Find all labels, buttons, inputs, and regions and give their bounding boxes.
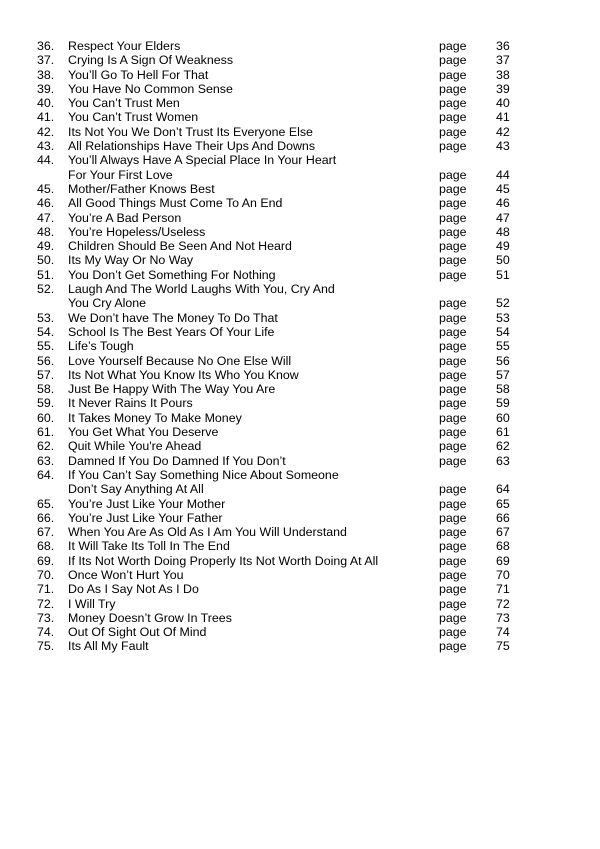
page-number: 40 (496, 96, 510, 111)
entry-number: 36. (37, 39, 55, 53)
entry-number: 45. (37, 181, 55, 196)
toc-entry-line (0, 411, 600, 425)
entry-title: You Can’t Trust Women (68, 110, 199, 125)
page-number: 69 (496, 553, 510, 568)
page-number: 72 (496, 596, 510, 611)
page-label: page (439, 96, 467, 111)
page-label: page (439, 582, 467, 597)
toc-entry (0, 425, 600, 439)
toc-entry-line (0, 125, 600, 139)
entry-title: You’ll Always Have A Special Place In Your Heart (68, 153, 337, 168)
page-label: page (439, 324, 467, 339)
toc-entry (0, 125, 600, 139)
entry-number: 73. (37, 610, 55, 625)
toc-entry (0, 396, 600, 410)
toc-entry (0, 354, 600, 368)
entry-title: You Cry Alone (68, 296, 147, 311)
page-label: page (439, 139, 467, 154)
entry-title: Don’t Say Anything At All (68, 482, 204, 497)
entry-number: 39. (37, 81, 55, 96)
toc-entry-line (0, 296, 600, 310)
page-label: page (439, 553, 467, 568)
page-number: 59 (496, 396, 510, 411)
toc-entry (0, 96, 600, 110)
page-label: page (439, 482, 467, 497)
page-number: 74 (496, 625, 510, 640)
entry-title: You Get What You Deserve (68, 425, 219, 440)
page-label: page (439, 567, 467, 582)
page-number: 68 (496, 539, 510, 554)
entry-number: 46. (37, 196, 55, 211)
page-number: 50 (496, 253, 510, 268)
toc-entry-line (0, 196, 600, 210)
entry-number: 60. (37, 410, 55, 425)
entry-number: 44. (37, 153, 55, 168)
page-number: 54 (496, 324, 510, 339)
entry-title: Children Should Be Seen And Not Heard (68, 239, 292, 254)
page-number: 66 (496, 510, 510, 525)
toc-entry-line (0, 110, 600, 124)
toc-entry (0, 211, 600, 225)
page-label: page (439, 439, 467, 454)
toc-entry-line (0, 268, 600, 282)
toc-entry (0, 382, 600, 396)
toc-entry (0, 53, 600, 67)
toc-entry-line (0, 311, 600, 325)
toc-entry (0, 525, 600, 539)
toc-entry-line (0, 468, 600, 482)
page-number: 47 (496, 210, 510, 225)
toc-entry-line (0, 53, 600, 67)
entry-number: 51. (37, 267, 55, 282)
toc-entry (0, 82, 600, 96)
page-number: 65 (496, 496, 510, 511)
toc-entry (0, 539, 600, 553)
toc-entry (0, 196, 600, 210)
page-label: page (439, 239, 467, 254)
entry-number: 71. (37, 582, 55, 597)
toc-entry (0, 639, 600, 653)
entry-title: Laugh And The World Laughs With You, Cry And (68, 282, 335, 297)
page-number: 51 (496, 267, 510, 282)
entry-number: 48. (37, 224, 55, 239)
toc-entry (0, 454, 600, 468)
entry-title: You’re Just Like Your Father (68, 510, 223, 525)
page-label: page (439, 639, 467, 654)
entry-title: Its Not You We Don’t Trust Its Everyone Else (68, 124, 313, 139)
page-label: page (439, 525, 467, 540)
entry-title: You’re A Bad Person (68, 210, 182, 225)
toc-entry (0, 611, 600, 625)
toc-entry (0, 68, 600, 82)
toc-entry-line (0, 639, 600, 653)
page-label: page (439, 267, 467, 282)
toc-entry (0, 268, 600, 282)
toc-entry (0, 153, 600, 182)
entry-title: Life’s Tough (68, 339, 134, 354)
entry-title: Once Won’t Hurt You (68, 567, 184, 582)
page-label: page (439, 81, 467, 96)
toc-entry-line (0, 539, 600, 553)
entry-number: 38. (37, 67, 55, 82)
entry-title: You’re Just Like Your Mother (68, 496, 226, 511)
toc-entry (0, 253, 600, 267)
page-number: 56 (496, 353, 510, 368)
toc-entry (0, 110, 600, 124)
toc-entry-line (0, 597, 600, 611)
entry-title: You Don’t Get Something For Nothing (68, 267, 276, 282)
toc-entry-line (0, 253, 600, 267)
entry-number: 40. (37, 96, 55, 111)
toc-entry (0, 225, 600, 239)
entry-number: 61. (37, 425, 55, 440)
entry-number: 54. (37, 324, 55, 339)
page-label: page (439, 210, 467, 225)
toc-entry (0, 239, 600, 253)
entry-number: 64. (37, 467, 55, 482)
toc-entry-line (0, 511, 600, 525)
page-number: 39 (496, 81, 510, 96)
page-number: 58 (496, 382, 510, 397)
entry-title: It Never Rains It Pours (68, 396, 193, 411)
page-label: page (439, 67, 467, 82)
page-label: page (439, 425, 467, 440)
entry-title: For Your First Love (68, 167, 173, 182)
page-label: page (439, 396, 467, 411)
page-label: page (439, 453, 467, 468)
toc-entry (0, 582, 600, 596)
entry-title: I Will Try (68, 596, 116, 611)
page-number: 52 (496, 296, 510, 311)
page-number: 57 (496, 367, 510, 382)
page-number: 63 (496, 453, 510, 468)
page-number: 60 (496, 410, 510, 425)
entry-number: 74. (37, 625, 55, 640)
entry-number: 65. (37, 496, 55, 511)
page-label: page (439, 625, 467, 640)
toc-entry (0, 439, 600, 453)
toc-entry (0, 568, 600, 582)
toc-entry (0, 511, 600, 525)
page-label: page (439, 539, 467, 554)
entry-title: We Don’t have The Money To Do That (68, 310, 278, 325)
toc-entry-line (0, 39, 600, 53)
page-label: page (439, 253, 467, 268)
toc-entry-line (0, 625, 600, 639)
toc-entry (0, 368, 600, 382)
entry-title: Crying Is A Sign Of Weakness (68, 53, 234, 68)
toc-entry-line (0, 82, 600, 96)
entry-number: 67. (37, 525, 55, 540)
entry-number: 49. (37, 239, 55, 254)
page-number: 46 (496, 196, 510, 211)
toc-entry (0, 411, 600, 425)
toc-entry-line (0, 339, 600, 353)
page-number: 36 (496, 39, 510, 53)
page-label: page (439, 124, 467, 139)
page-number: 67 (496, 525, 510, 540)
toc-entry-line (0, 96, 600, 110)
toc-entry-line (0, 482, 600, 496)
page-number: 42 (496, 124, 510, 139)
page-label: page (439, 410, 467, 425)
entry-title: Quit While You're Ahead (68, 439, 202, 454)
entry-title: You Can’t Trust Men (68, 96, 180, 111)
entry-number: 59. (37, 396, 55, 411)
entry-number: 63. (37, 453, 55, 468)
toc-entry-line (0, 568, 600, 582)
entry-title: Mother/Father Knows Best (68, 181, 215, 196)
toc-entry-line (0, 239, 600, 253)
entry-title: When You Are As Old As I Am You Will Understand (68, 525, 347, 540)
page-number: 61 (496, 425, 510, 440)
page-label: page (439, 353, 467, 368)
entry-number: 72. (37, 596, 55, 611)
toc-entry-line (0, 153, 600, 167)
entry-number: 62. (37, 439, 55, 454)
page-label: page (439, 296, 467, 311)
entry-title: If Its Not Worth Doing Properly Its Not Worth Doing At All (68, 553, 379, 568)
entry-number: 50. (37, 253, 55, 268)
toc-entry (0, 497, 600, 511)
page-number: 64 (496, 482, 510, 497)
page-number: 38 (496, 67, 510, 82)
entry-number: 56. (37, 353, 55, 368)
toc-entry (0, 625, 600, 639)
entry-title: You Have No Common Sense (68, 81, 233, 96)
toc-entry (0, 597, 600, 611)
entry-title: Respect Your Elders (68, 39, 181, 53)
page-number: 43 (496, 139, 510, 154)
entry-number: 75. (37, 639, 55, 654)
toc-entry-line (0, 525, 600, 539)
page-number: 44 (496, 167, 510, 182)
page-number: 71 (496, 582, 510, 597)
page-label: page (439, 382, 467, 397)
entry-title: Money Doesn’t Grow In Trees (68, 610, 232, 625)
page-number: 53 (496, 310, 510, 325)
page-label: page (439, 224, 467, 239)
entry-title: All Relationships Have Their Ups And Downs (68, 139, 316, 154)
page-number: 41 (496, 110, 510, 125)
page-label: page (439, 181, 467, 196)
page-label: page (439, 339, 467, 354)
toc-entry (0, 339, 600, 353)
entry-number: 68. (37, 539, 55, 554)
toc-entry-line (0, 425, 600, 439)
toc-entry (0, 282, 600, 311)
toc-entry (0, 182, 600, 196)
toc-entry-line (0, 368, 600, 382)
entry-title: You’re Hopeless/Useless (68, 224, 206, 239)
entry-title: Damned If You Do Damned If You Don’t (68, 453, 286, 468)
entry-title: Out Of Sight Out Of Mind (68, 625, 207, 640)
toc-entry (0, 139, 600, 153)
page-label: page (439, 39, 467, 53)
page-label: page (439, 367, 467, 382)
page-number: 45 (496, 181, 510, 196)
toc-entry-line (0, 68, 600, 82)
page-label: page (439, 110, 467, 125)
entry-title: All Good Things Must Come To An End (68, 196, 283, 211)
entry-title: Its All My Fault (68, 639, 149, 654)
toc-entry-line (0, 611, 600, 625)
toc-entry-line (0, 282, 600, 296)
entry-number: 57. (37, 367, 55, 382)
entry-number: 42. (37, 124, 55, 139)
toc-entry (0, 311, 600, 325)
page-number: 73 (496, 610, 510, 625)
entry-title: Love Yourself Because No One Else Will (68, 353, 292, 368)
page-label: page (439, 53, 467, 68)
toc-entry (0, 39, 600, 53)
entry-number: 37. (37, 53, 55, 68)
entry-number: 66. (37, 510, 55, 525)
toc-entry-line (0, 168, 600, 182)
entry-number: 58. (37, 382, 55, 397)
page-number: 62 (496, 439, 510, 454)
entry-title: If You Can’t Say Something Nice About Someone (68, 467, 339, 482)
entry-number: 41. (37, 110, 55, 125)
toc-entry-line (0, 182, 600, 196)
entry-title: Just Be Happy With The Way You Are (68, 382, 276, 397)
toc-entry-line (0, 211, 600, 225)
toc-entry-line (0, 582, 600, 596)
entry-title: Do As I Say Not As I Do (68, 582, 199, 597)
page-label: page (439, 496, 467, 511)
toc-entry-line (0, 454, 600, 468)
page-label: page (439, 610, 467, 625)
page-number: 55 (496, 339, 510, 354)
toc-entry-line (0, 139, 600, 153)
page-number: 70 (496, 567, 510, 582)
page-number: 75 (496, 639, 510, 654)
entry-title: It Will Take Its Toll In The End (68, 539, 230, 554)
page-number: 48 (496, 224, 510, 239)
entry-title: Its Not What You Know Its Who You Know (68, 367, 299, 382)
page-number: 37 (496, 53, 510, 68)
table-of-contents (0, 39, 600, 654)
entry-number: 43. (37, 139, 55, 154)
entry-number: 47. (37, 210, 55, 225)
toc-entry-line (0, 497, 600, 511)
page-label: page (439, 596, 467, 611)
entry-number: 53. (37, 310, 55, 325)
entry-number: 52. (37, 282, 55, 297)
page-label: page (439, 310, 467, 325)
entry-number: 55. (37, 339, 55, 354)
toc-entry-line (0, 439, 600, 453)
page-label: page (439, 510, 467, 525)
page-label: page (439, 196, 467, 211)
entry-title: Its My Way Or No Way (68, 253, 194, 268)
toc-entry-line (0, 554, 600, 568)
entry-title: You’ll Go To Hell For That (68, 67, 209, 82)
toc-entry (0, 554, 600, 568)
toc-entry-line (0, 354, 600, 368)
toc-entry-line (0, 396, 600, 410)
toc-entry (0, 468, 600, 497)
entry-title: It Takes Money To Make Money (68, 410, 242, 425)
toc-entry-line (0, 225, 600, 239)
page-label: page (439, 167, 467, 182)
entry-number: 69. (37, 553, 55, 568)
page-number: 49 (496, 239, 510, 254)
toc-entry-line (0, 382, 600, 396)
toc-entry (0, 325, 600, 339)
entry-number: 70. (37, 567, 55, 582)
entry-title: School Is The Best Years Of Your Life (68, 324, 275, 339)
toc-entry-line (0, 325, 600, 339)
